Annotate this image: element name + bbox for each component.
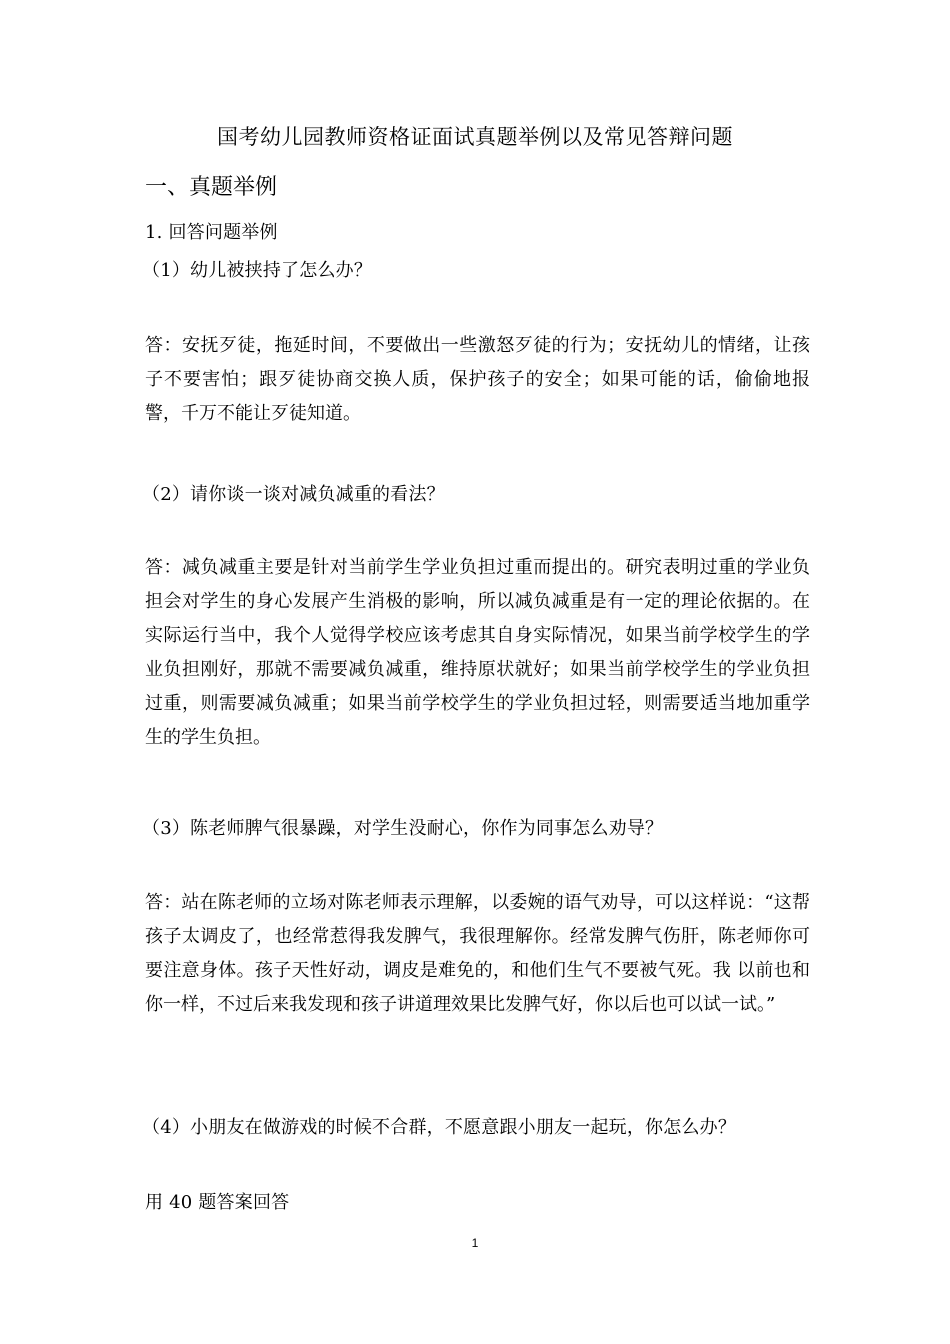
page-number: 1: [471, 1236, 479, 1250]
question-2: （2）请你谈一谈对减负减重的看法？: [142, 484, 445, 505]
answer-1: 答：安抚歹徒，拖延时间，不要做出一些激怒歹徒的行为；安抚幼儿的情绪，让孩子不要害怕；跟歹徒协商交换人质，保护孩子的安全；如果可能的话，偷偷地报警，千万不能让歹徒知道。: [145, 335, 810, 424]
question-1: （1）幼儿被挟持了怎么办？: [142, 260, 373, 281]
answer-4: 用 40 题答案回答: [145, 1192, 290, 1213]
answer-2: 答：减负减重主要是针对当前学生学业负担过重而提出的。研究表明过重的学业负担会对学生的身心发展产生消极的影响，所以减负减重是有一定的理论依据的。在实际运行当中，我个人觉得学校应该考虑其自身实际情况，如果当前学校学生的学业负担刚好，那就不需要减负减重，维持原状就好；如果当前学校学生的学业负担过重，则需要减负减重；如果当前学校学生的学业负担过轻，则需要适当地加重学生的学生负担。: [145, 557, 810, 748]
section-heading: 一、真题举例: [145, 175, 278, 200]
question-4: （4）小朋友在做游戏的时候不合群，不愿意跟小朋友一起玩，你怎么办？: [142, 1117, 737, 1138]
answer-3: 答：站在陈老师的立场对陈老师表示理解，以委婉的语气劝导，可以这样说：“这帮孩子太调皮了，也经常惹得我发脾气，我很理解你。经常发脾气伤肝，陈老师你可要注意身体。孩子天性好动，调皮是难免的，和他们生气不要被气死。我 以前也和你一样，不过后来我发现和孩子讲道理效果比发脾气好，你以后也可以试一试。”: [145, 892, 810, 1015]
document-title: 国考幼儿园教师资格证面试真题举例以及常见答辩问题: [217, 125, 733, 149]
subsection-heading: 1. 回答问题举例: [145, 222, 278, 243]
question-3: （3）陈老师脾气很暴躁，对学生没耐心，你作为同事怎么劝导？: [142, 818, 664, 839]
